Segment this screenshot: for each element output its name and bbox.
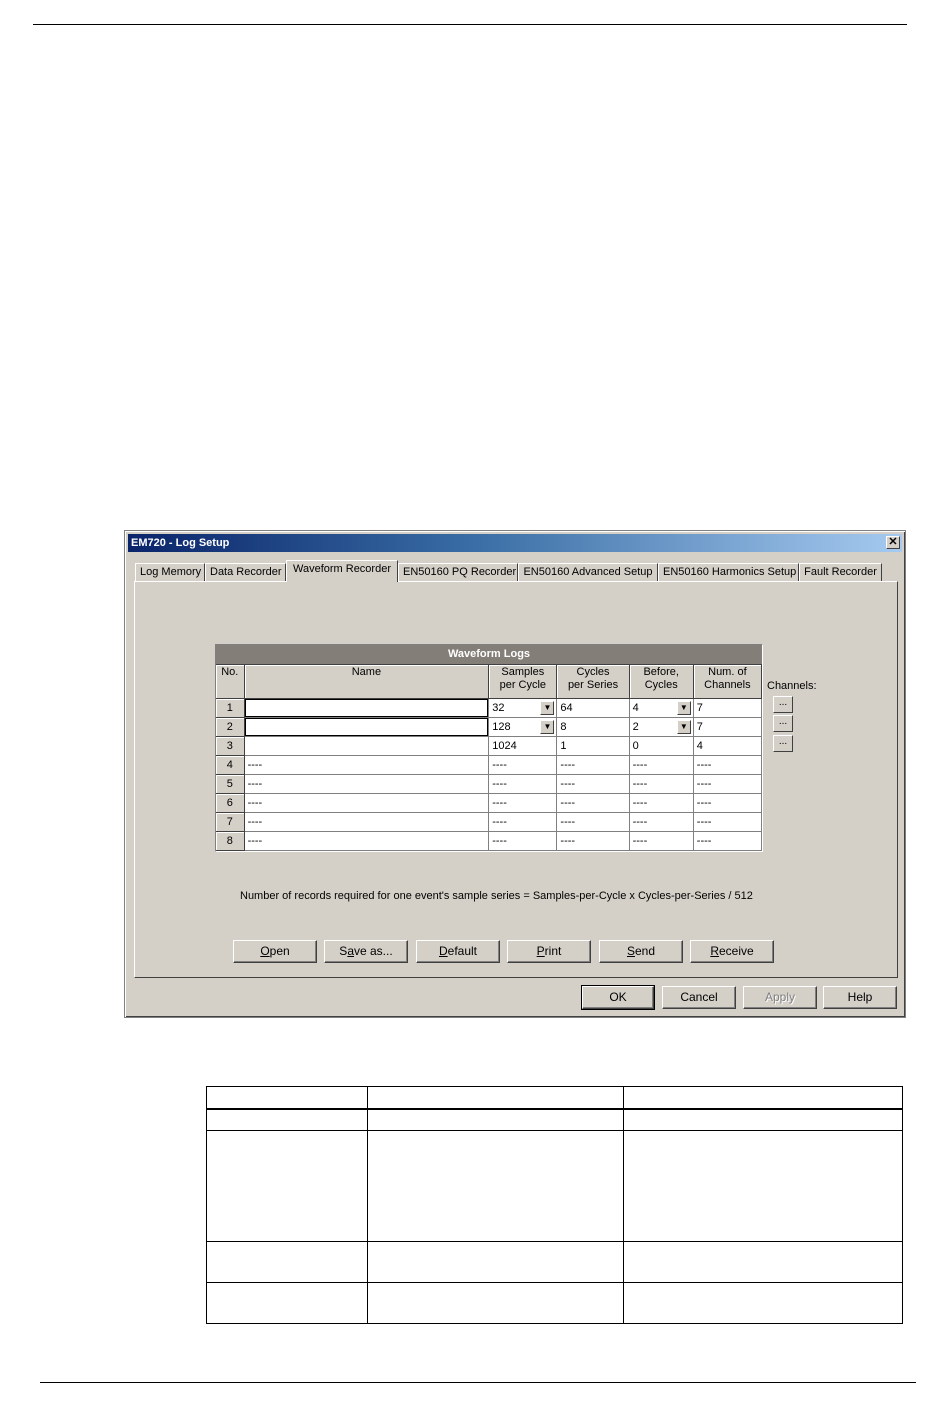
default-button[interactable]: Default: [416, 940, 500, 963]
grid-title: Waveform Logs: [216, 645, 762, 665]
row-number: 6: [216, 794, 244, 813]
row-number: 7: [216, 813, 244, 832]
table-row: [216, 794, 762, 813]
before-cell[interactable]: ----: [629, 794, 693, 813]
cycles-cell[interactable]: ----: [557, 794, 629, 813]
col-header-samples: Samples per Cycle: [489, 665, 557, 699]
table-cell: [207, 1131, 368, 1242]
before-cell[interactable]: ----: [629, 832, 693, 851]
print-button[interactable]: Print: [507, 940, 591, 963]
table-cell: [624, 1283, 903, 1324]
channels-button-2[interactable]: ...: [773, 715, 793, 732]
cycles-cell[interactable]: ----: [557, 775, 629, 794]
log-setup-dialog: [124, 530, 906, 1018]
records-formula-text: Number of records required for one event's sample series = Samples-per-Cycle x Cycles-per-Series / 512: [240, 890, 753, 902]
waveform-recorder-panel: [134, 581, 898, 978]
table-cell: [368, 1242, 624, 1283]
col-header-cycles: Cycles per Series: [557, 665, 629, 699]
name-cell[interactable]: ----: [244, 832, 489, 851]
row-number: 4: [216, 756, 244, 775]
table-cell: [368, 1131, 624, 1242]
channels-button-3[interactable]: ...: [773, 735, 793, 752]
waveform-logs-grid: [215, 644, 763, 852]
table-cell: [624, 1242, 903, 1283]
table-row: [216, 813, 762, 832]
table-row: [207, 1283, 903, 1324]
table-cell: [624, 1131, 903, 1242]
table-row: [207, 1109, 903, 1131]
samples-cell[interactable]: ----: [489, 832, 557, 851]
channels-button-1[interactable]: ...: [773, 696, 793, 713]
dropdown-arrow-icon[interactable]: ▼: [677, 701, 691, 715]
dropdown-arrow-icon[interactable]: ▼: [540, 701, 554, 715]
bottom-rule: [40, 1382, 916, 1383]
cycles-cell[interactable]: ----: [557, 832, 629, 851]
tab-en50160-pq-recorder[interactable]: EN50160 PQ Recorder: [398, 563, 518, 581]
cycles-cell[interactable]: ----: [557, 813, 629, 832]
table-cell: [207, 1087, 368, 1110]
channels-cell[interactable]: ----: [693, 775, 761, 794]
col-header-no: No.: [216, 665, 244, 699]
tab-fault-recorder[interactable]: Fault Recorder: [799, 563, 882, 581]
cycles-cell[interactable]: 8: [557, 718, 629, 737]
table-row: [207, 1131, 903, 1242]
send-button[interactable]: Send: [599, 940, 683, 963]
top-rule: [33, 24, 907, 25]
channels-cell[interactable]: ----: [693, 813, 761, 832]
channels-cell[interactable]: 4: [693, 737, 761, 756]
before-cell[interactable]: ----: [629, 756, 693, 775]
before-cell[interactable]: 4 ▼: [629, 699, 693, 718]
tab-log-memory[interactable]: Log Memory: [135, 563, 205, 581]
name-cell[interactable]: ----: [244, 756, 489, 775]
channels-cell[interactable]: ----: [693, 832, 761, 851]
header-row: [216, 665, 762, 699]
name-cell[interactable]: ----: [244, 775, 489, 794]
open-button[interactable]: Open: [233, 940, 317, 963]
cycles-cell[interactable]: 1: [557, 737, 629, 756]
table-row: [216, 775, 762, 794]
table-row: [216, 756, 762, 775]
table-cell: [368, 1087, 624, 1110]
table-cell: [207, 1242, 368, 1283]
dialog-title: EM720 - Log Setup: [131, 537, 230, 549]
receive-button[interactable]: Receive: [690, 940, 774, 963]
table-row: [216, 832, 762, 851]
table-cell: [207, 1109, 368, 1131]
table-row: [207, 1242, 903, 1283]
before-cell[interactable]: ----: [629, 813, 693, 832]
name-cell[interactable]: [244, 699, 489, 718]
samples-cell[interactable]: ----: [489, 813, 557, 832]
apply-button[interactable]: Apply: [743, 986, 817, 1009]
row-number: 2: [216, 718, 244, 737]
row-number: 3: [216, 737, 244, 756]
help-button[interactable]: Help: [823, 986, 897, 1009]
name-cell[interactable]: ----: [244, 794, 489, 813]
table-cell: [624, 1087, 903, 1110]
cycles-cell[interactable]: 64: [557, 699, 629, 718]
before-cell[interactable]: ----: [629, 775, 693, 794]
dropdown-arrow-icon[interactable]: ▼: [540, 720, 554, 734]
channels-cell[interactable]: 7: [693, 718, 761, 737]
close-button[interactable]: ✕: [886, 536, 900, 549]
table-row: [216, 737, 762, 756]
samples-cell[interactable]: 1024: [489, 737, 557, 756]
name-cell[interactable]: [244, 718, 489, 737]
channels-cell[interactable]: 7: [693, 699, 761, 718]
waveform-logs-table: [216, 665, 762, 851]
table-cell: [207, 1283, 368, 1324]
table-cell: [624, 1109, 903, 1131]
before-cell[interactable]: 0: [629, 737, 693, 756]
cancel-button[interactable]: Cancel: [662, 986, 736, 1009]
tab-en50160-harmonics-setup[interactable]: EN50160 Harmonics Setup: [658, 563, 799, 581]
row-number: 5: [216, 775, 244, 794]
table-cell: [368, 1283, 624, 1324]
name-cell[interactable]: [244, 737, 489, 756]
document-table: [206, 1086, 903, 1324]
table-row: [216, 699, 762, 718]
table-row: [216, 718, 762, 737]
dropdown-arrow-icon[interactable]: ▼: [677, 720, 691, 734]
channels-label: Channels:: [767, 680, 817, 692]
channels-cell[interactable]: ----: [693, 756, 761, 775]
tab-en50160-advanced-setup[interactable]: EN50160 Advanced Setup: [518, 563, 658, 581]
col-header-channels: Num. of Channels: [693, 665, 761, 699]
tab-data-recorder[interactable]: Data Recorder: [205, 563, 286, 581]
samples-cell[interactable]: ----: [489, 775, 557, 794]
title-bar: [128, 534, 902, 552]
ok-button[interactable]: OK: [582, 986, 654, 1009]
table-row: [207, 1087, 903, 1110]
name-cell[interactable]: ----: [244, 813, 489, 832]
row-number: 8: [216, 832, 244, 851]
col-header-name: Name: [244, 665, 489, 699]
samples-cell[interactable]: ----: [489, 794, 557, 813]
row-number: 1: [216, 699, 244, 718]
samples-cell[interactable]: 128 ▼: [489, 718, 557, 737]
before-cell[interactable]: 2 ▼: [629, 718, 693, 737]
tab-waveform-recorder[interactable]: Waveform Recorder: [286, 560, 398, 582]
table-cell: [368, 1109, 624, 1131]
samples-cell[interactable]: 32 ▼: [489, 699, 557, 718]
cycles-cell[interactable]: ----: [557, 756, 629, 775]
channels-cell[interactable]: ----: [693, 794, 761, 813]
samples-cell[interactable]: ----: [489, 756, 557, 775]
save-as-button[interactable]: Save as...: [324, 940, 408, 963]
col-header-before: Before, Cycles: [629, 665, 693, 699]
